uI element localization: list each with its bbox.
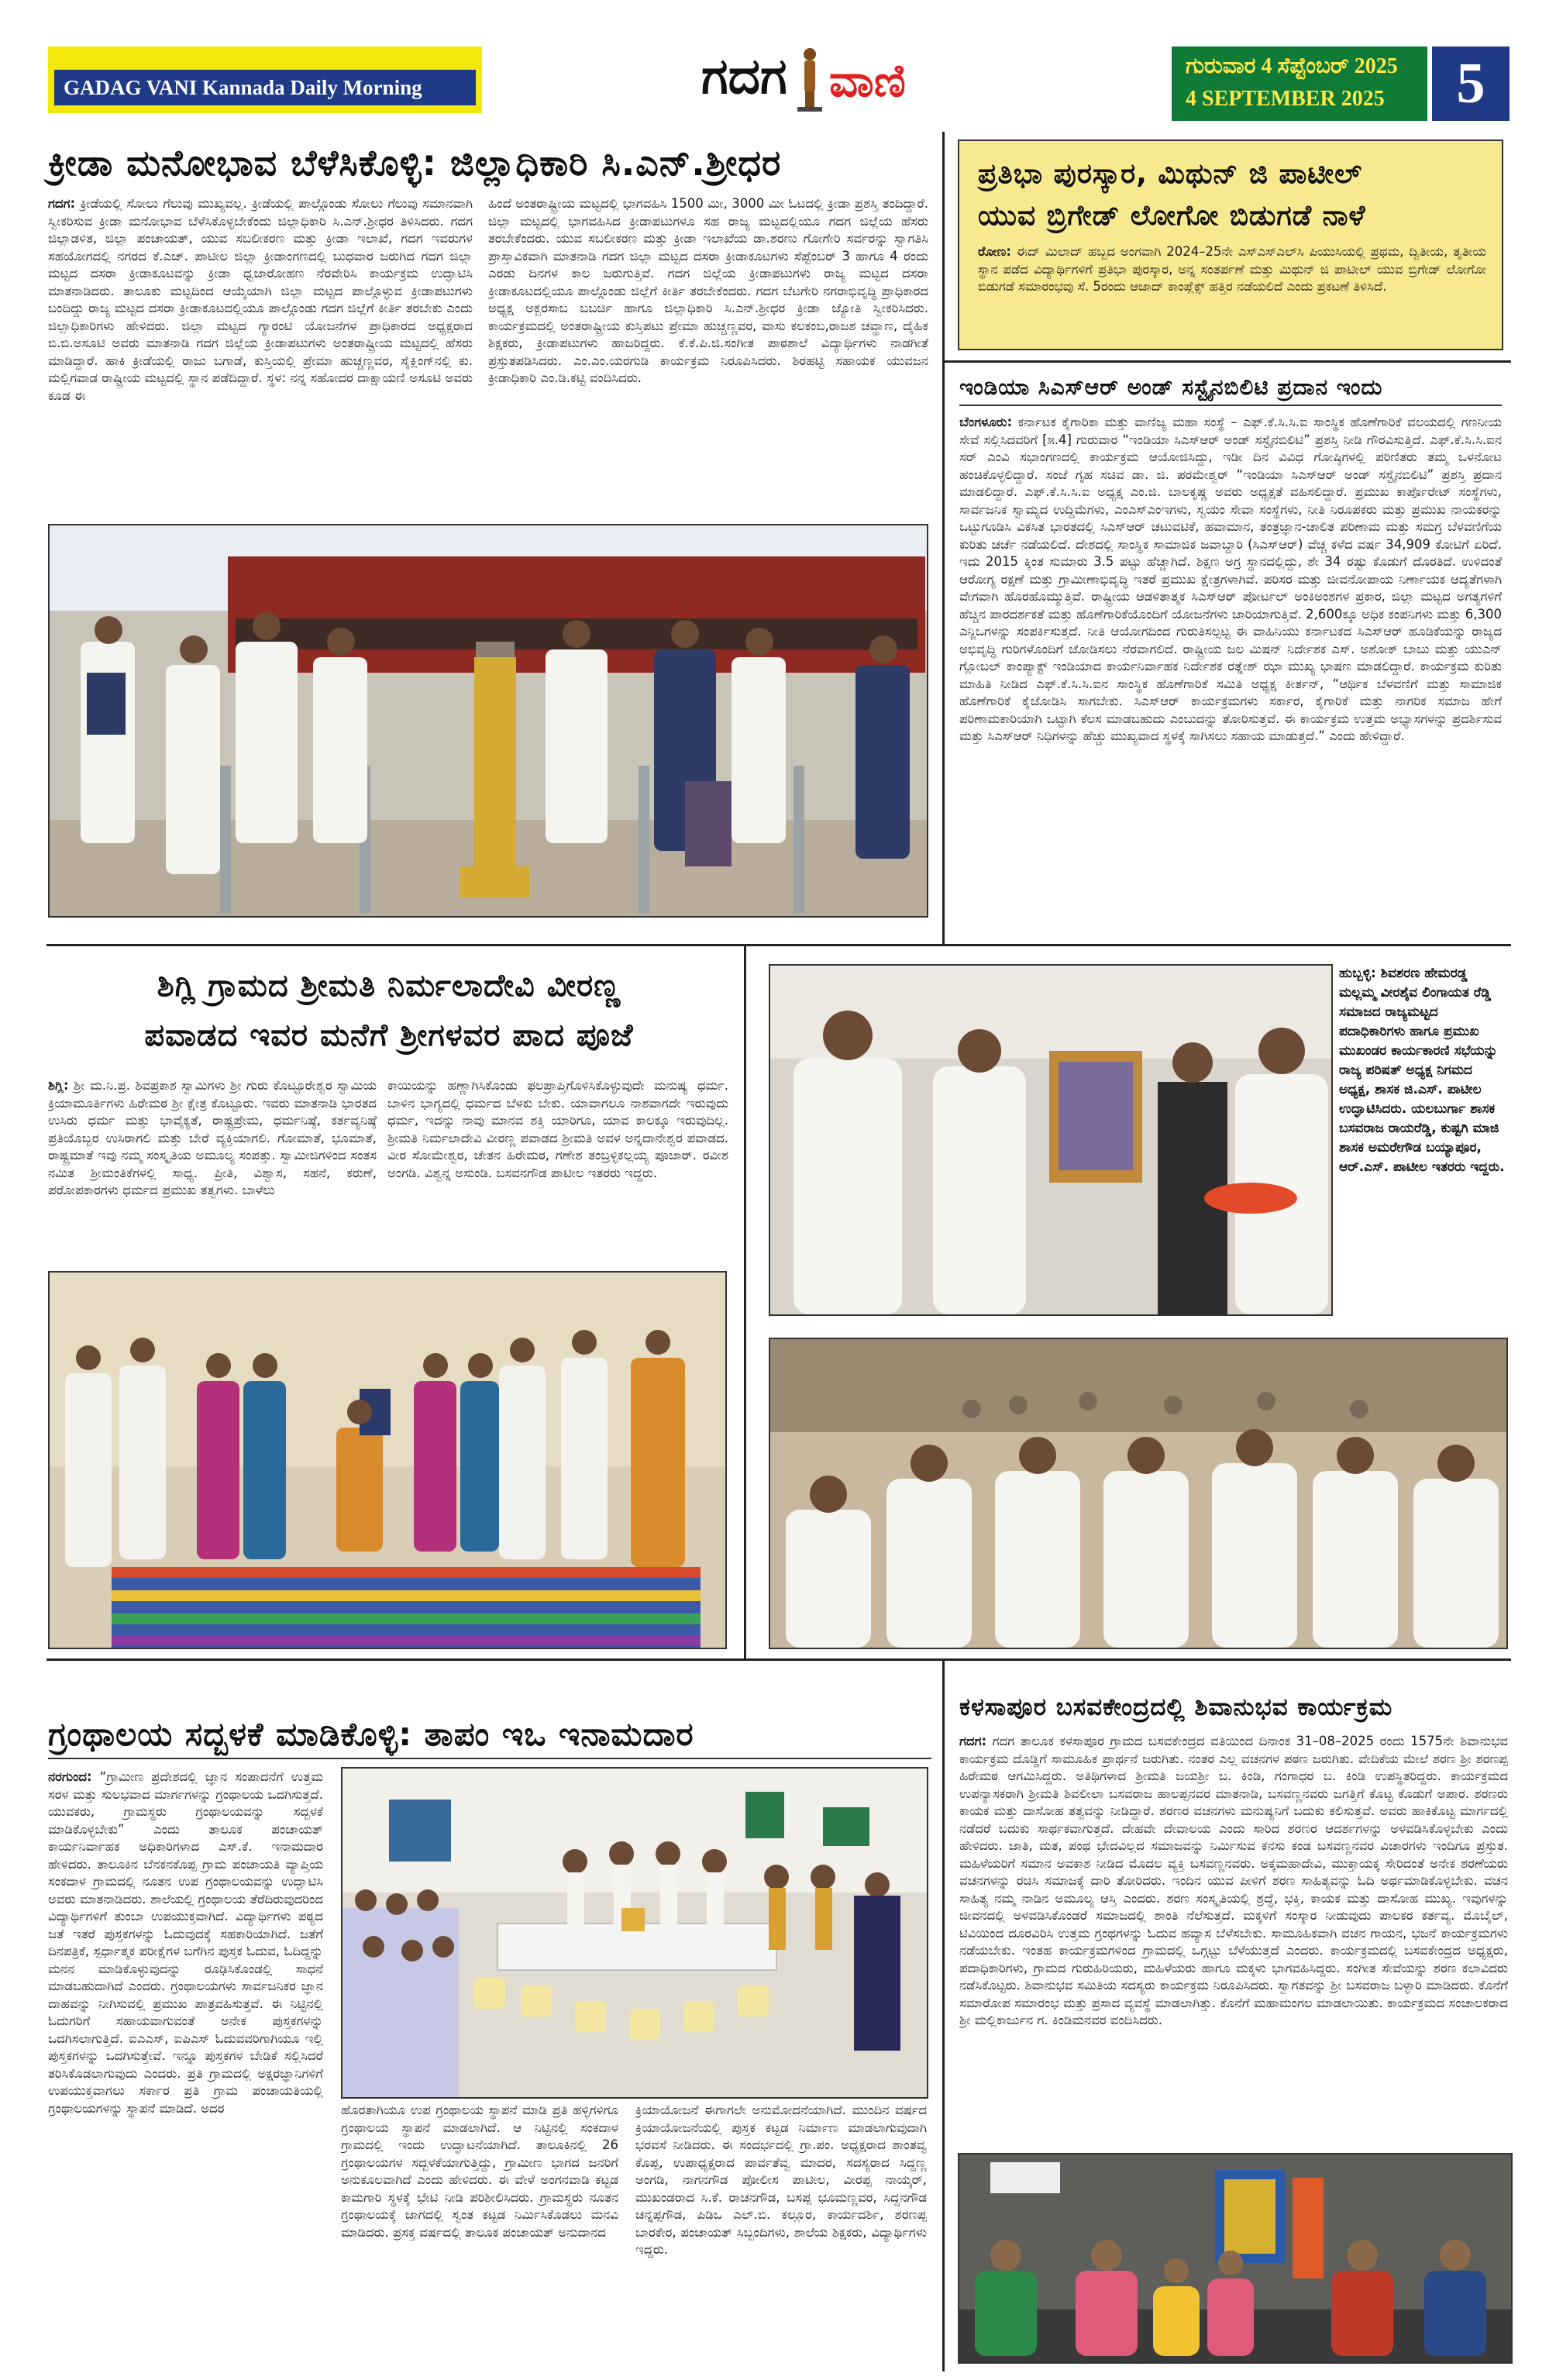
article6-col1-text: “ಗ್ರಾಮೀಣ ಪ್ರದೇಶದಲ್ಲಿ ಜ್ಞಾನ ಸಂಪಾದನೆಗೆ ಉತ್ತಮ ಸರಳ ಮತ್ತು ಸುಲಭವಾದ ಮಾರ್ಗಗಳನ್ನು ಗ್ರಂಥಾಲಯ ಒದಗಿಸುತ್ತದೆ. ಯುವಕರು, ಗ್ರಾಮಸ್ಥರು ಗ್ರಂಥಾಲಯವನ್ನು ಸದ್ಬಳಕೆ ಮಾಡಿಕೊಳ್ಳಬೇಕು” ಎಂದು ತಾಲೂಕ ಪಂಚಾಯತ್ ಕಾರ್ಯನಿರ್ವಾಹಕ ಅಧಿಕಾರಿಗಳಾದ ಎಸ್.ಕೆ. ಇನಾಮದಾರ ಹೇಳಿದರು. ತಾಲೂಕಿನ ಬೆನಕನಕೊಪ್ಪ ಗ್ರಾಮ ಪಂಚಾಯತಿ ವ್ಯಾಪ್ತಿಯ ಸಂಕದಾಳ ಗ್ರಾಮದಲ್ಲಿ ನೂತನ ಉಪ ಗ್ರಂಥಾಲಯವನ್ನು ಉದ್ಘಾಟಿಸಿ ಅವರು ಮಾತನಾಡಿದರು. ಶಾಲೆಯಲ್ಲಿ ಗ್ರಂಥಾಲಯ ತೆರೆದಿರುವುದರಿಂದ ವಿದ್ಯಾರ್ಥಿಗಳಿಗೆ ತುಂಬಾ ಉಪಯುಕ್ತವಾಗಿದೆ. ವಿದ್ಯಾರ್ಥಿಗಳು ಪಠ್ಯದ ಜತೆ ಇತರೆ ಪುಸ್ತಕಗಳನ್ನು ಓದುವುದಕ್ಕೆ ಸಹಕಾರಿಯಾಗಿದೆ. ಜತೆಗೆ ದಿನಪತ್ರಿಕೆ, ಸ್ಪರ್ಧಾತ್ಮಕ ಪರೀಕ್ಷೆಗಳ ಬಗೆಗಿನ ಪುಸ್ತಕ ಓದುವ, ಓದಿದ್ದನ್ನು ಮನನ ಮಾಡಿಕೊಳ್ಳುವುದನ್ನು ರೂಢಿಸಿಕೊಂಡಲ್ಲಿ ಸಾಧನೆ ಮಾಡಬಹುದಾಗಿದೆ ಎಂದರು. ಗ್ರಂಥಾಲಯಗಳು ಸಾರ್ವಜನಿಕರ ಜ್ಞಾನ ದಾಹವನ್ನು ನೀಗಿಸುವಲ್ಲಿ ಪ್ರಮುಖ ಪಾತ್ರವಹಿಸುತ್ತವೆ. ಈ ನಿಟ್ಟಿನಲ್ಲಿ ಓದುಗರಿಗೆ ಸಹಾಯವಾಗುವಂತೆ ಅನೇಕ ಪುಸ್ತಕಗಳನ್ನು ಒದಗಿಸಲಾಗುತ್ತಿದೆ. ಐಎಎಸ್, ಐಪಿಎಸ್ ಓದುವವರಿಗಾಗಿಯೂ ಇಲ್ಲಿ ಪುಸ್ತಕಗಳನ್ನು ಒದಗಿಸುತ್ತೇವೆ. ಇನ್ನೂ ಪುಸ್ತಕಗಳ ಬೇಡಿಕೆ ಸಲ್ಲಿಸಿದರೆ ತರಿಸಿಕೊಡಲಾಗುವುದು ಎಂದರು. ಪ್ರತಿ ಗ್ರಾಮದಲ್ಲಿ ಅಕ್ಷರಜ್ಞಾನಿಗಳಿಗೆ ಉಪಯುಕ್ತವಾಗಲು ಸರ್ಕಾರ ಪ್ರತಿ ಗ್ರಾಮ ಪಂಚಾಯತಿಯಲ್ಲಿ ಗ್ರಂಥಾಲಯಗಳನ್ನು ಸ್ಥಾಪನೆ ಮಾಡಿದೆ. ಅದರ: [48, 1769, 323, 2116]
article7-body: [959, 1733, 1508, 2151]
article4-dateline: ಶಿಗ್ಲಿ:: [48, 1078, 69, 1093]
article1-col1-text: ಕ್ರೀಡೆಯಲ್ಲಿ ಸೋಲು ಗೆಲುವು ಮುಖ್ಯವಲ್ಲ. ಕ್ರೀಡೆಯಲ್ಲಿ ಪಾಲ್ಗೊಂಡು ಸೋಲು ಗೆಲುವು ಸಮಾನವಾಗಿ ಸ್ವೀಕರಿಸುವ ಕ್ರೀಡಾ ಮನೋಭಾವ ಬೆಳೆಸಿಕೊಳ್ಳಬೇಕೆಂದು ಜಿಲ್ಲಾಧಿಕಾರಿ ಸಿ.ಎನ್.ಶ್ರೀಧರ ತಿಳಿಸಿದರು. ಗದಗ ಜಿಲ್ಲಾಡಳಿತ, ಜಿಲ್ಲಾ ಪಂಚಾಯತ್, ಯುವ ಸಬಲೀಕರಣ ಮತ್ತು ಕ್ರೀಡಾ ಇಲಾಖೆ, ಗದಗ ಇವರುಗಳ ಸಹಯೋಗದಲ್ಲಿ ನಗರದ ಕೆ.ಎಚ್. ಪಾಟೀಲ ಜಿಲ್ಲಾ ಕ್ರೀಡಾಂಗಣದಲ್ಲಿ ಬುಧವಾರ ಜರುಗಿದ ಗದಗ ಜಿಲ್ಲಾ ಮಟ್ಟದ ದಸರಾ ಕ್ರೀಡಾಕೂಟವನ್ನು ಕ್ರೀಡಾ ಧ್ವಜಾರೋಹಣ ನೆರವೇರಿಸಿ ಕಾರ್ಯಕ್ರಮ ಉದ್ಘಾಟಿಸಿ ಮಾತನಾಡಿದರು. ತಾಲೂಕು ಮಟ್ಟದಿಂದ ಆಯ್ಕೆಯಾಗಿ ಜಿಲ್ಲಾ ಮಟ್ಟದ ಪಾಲ್ಗೊಳ್ಳುವ ಕ್ರೀಡಾಪಟುಗಳು ಬಂದಿದ್ದು ರಾಜ್ಯ ಮಟ್ಟದ ದಸರಾ ಕ್ರೀಡಾಕೂಟದಲ್ಲಿಯೂ ಪಾಲ್ಗೊಂಡು ಗದಗ ಜಿಲ್ಲೆಗೆ ಕೀರ್ತಿ ತರಬೇಕು ಎಂದು ಜಿಲ್ಲಾಧಿಕಾರಿಗಳು ಹೇಳಿದರು. ಜಿಲ್ಲಾ ಮಟ್ಟದ ಗ್ಯಾರಂಟಿ ಯೋಜನೆಗಳ ಪ್ರಾಧಿಕಾರದ ಅಧ್ಯಕ್ಷರಾದ ಬಿ.ಬಿ.ಅಸೂಟಿ ಅವರು ಮಾತನಾಡಿ ಗದಗ ಜಿಲ್ಲೆಯ ಕ್ರೀಡಾಪಟುಗಳು ಅಂತರಾಷ್ಟ್ರೀಯ ಮಟ್ಟದಲ್ಲಿ ಹೆಸರು ಮಾಡಿದ್ದಾರೆ. ಹಾಕಿ ಕ್ರೀಡೆಯಲ್ಲಿ ರಾಜು ಬಗಾಡೆ, ಕುಸ್ತಿಯಲ್ಲಿ ಪ್ರೇಮಾ ಹುಚ್ಚಣ್ಣವರ, ಸೈಕ್ಲಿಂಗ್‌ನಲ್ಲಿ ಕು. ಮಲ್ಲಿಗವಾಡ ರಾಷ್ಟ್ರೀಯ ಮಟ್ಟದಲ್ಲಿ ಸ್ಥಾನ ಪಡೆದಿದ್ದಾರೆ. ಸ್ಥಳ: ನನ್ನ ಸಹೋದರ ದಾಕ್ಷಾಯಣಿ ಅಸೂಟಿ ಅವರು ಕೂಡ ಈ: [48, 196, 473, 403]
article4-col1-text: ಶ್ರೀ ಮ.ನಿ.ಪ್ರ. ಶಿವಪ್ರಕಾಶ ಸ್ವಾಮಿಗಳು ಶ್ರೀ ಗುರು ಕೊಟ್ಟೂರೇಶ್ವರ ಸ್ವಾಮಿಯ ಕ್ರಿಯಾಮೂರ್ತಿಗಳು ಹಿರೇಮಠ ಶ್ರೀ ಕ್ಷೇತ್ರ ಕೊಟ್ಟೂರು. ಇವರು ಮಾತನಾಡಿ ಭಾರತದ ಉಸಿರು ಧರ್ಮ ಮತ್ತು ಭಾವೈಕ್ಯತೆ, ರಾಷ್ಟ್ರಪ್ರೇಮ, ಧರ್ಮನಿಷ್ಠೆ, ಕರ್ತವ್ಯನಿಷ್ಠೆ ಪ್ರತಿಯೊಬ್ಬರ ಉಸಿರಾಗಲಿ ಮತ್ತು ಬೇರೆ ವ್ಯಕ್ತಿಯಾಗಲಿ. ಗೋಮಾತೆ, ಭೂಮಾತೆ, ರಾಷ್ಟ್ರಮಾತೆ ಇವು ನಮ್ಮ ಸಂಸ್ಕೃತಿಯ ಅಮೂಲ್ಯ ಸಂಪತ್ತು. ಸ್ವಾಮೀಜಿಗಳಿಂದ ಸಂತಸ ನಮಿತ ಶ್ರೀಮಂತಿಕೆಗಳಲ್ಲಿ ಸಾಧ್ಯ. ಪ್ರೀತಿ, ವಿಶ್ವಾಸ, ಸಹನೆ, ಕರುಣೆ, ಪರೋಪಕಾರಗಳು ಧರ್ಮದ ಪ್ರಮುಖ ತತ್ವಗಳು. ಬಾಳೆಲು: [48, 1078, 377, 1197]
article1-col2: ಹಿಂದೆ ಅಂತರಾಷ್ಟ್ರೀಯ ಮಟ್ಟದಲ್ಲಿ ಭಾಗವಹಿಸಿ 1500 ಮೀ, 3000 ಮೀ ಓಟದಲ್ಲಿ ಕ್ರೀಡಾ ಪ್ರಶಸ್ತಿ ತಂದಿದ್ದಾರೆ. ಜಿಲ್ಲಾ ಮಟ್ಟದಲ್ಲಿ ಭಾಗವಹಿಸಿದ ಕ್ರೀಡಾಪಟುಗಳೂ ಸಹ ರಾಜ್ಯ ಮಟ್ಟದಲ್ಲಿಯೂ ಗದಗ ಜಿಲ್ಲೆಯ ಹೆಸರು ತರಬೇಕೆಂದರು. ಯುವ ಸಬಲೀಕರಣ ಮತ್ತು ಕ್ರೀಡಾ ಇಲಾಖೆಯ ಡಾ.ಶರಣು ಗೋಗೇರಿ ಸರ್ವರನ್ನು ಸ್ವಾಗತಿಸಿ ಪ್ರಾಸ್ತಾವಿಕವಾಗಿ ಮಾತನಾಡಿ ಗದಗ ಜಿಲ್ಲಾ ಮಟ್ಟದ ದಸರಾ ಕ್ರೀಡಾಕೂಟಗಳು ಸೆಪ್ಟೆಂಬರ್ 3 ಹಾಗೂ 4 ರಂದು ಎರಡು ದಿನಗಳ ಕಾಲ ಜರುಗುತ್ತಿವೆ. ಗದಗ ಜಿಲ್ಲೆಯ ಕ್ರೀಡಾಪಟುಗಳು ರಾಜ್ಯ ಮಟ್ಟದ ದಸರಾ ಕ್ರೀಡಾಕೂಟದಲ್ಲಿಯೂ ಪಾಲ್ಗೊಂಡು ಜಿಲ್ಲೆಗೆ ಕೀರ್ತಿ ತರಬೇಕೆಂದರು. ಗದಗ ಬೆಟಗೇರಿ ನಗರಾಭಿವೃದ್ಧಿ ಪ್ರಾಧಿಕಾರದ ಅಧ್ಯಕ್ಷ ಅಕ್ಬರಸಾಬ ಬಬರ್ಚಿ ಹಾಗೂ ಜಿಲ್ಲಾಧಿಕಾರಿ ಸಿ.ಎನ್.ಶ್ರೀಧರ ಕ್ರೀಡಾ ಜ್ಯೋತಿ ಸ್ವೀಕರಿಸಿದರು. ಕಾರ್ಯಕ್ರಮದಲ್ಲಿ ಅಂತರಾಷ್ಟ್ರೀಯ ಕುಸ್ತಿಪಟು ಪ್ರೇಮಾ ಹುಚ್ಚಣ್ಣವರ, ವಾಸು ಕಲಕಂಬ,ರಾಜಶ ಚವ್ಹಾಣ, ದೈಹಿಕ ಶಿಕ್ಷಕರು, ಕ್ರೀಡಾಪಟುಗಳು ಹಾಜರಿದ್ದರು. ಕೆ.ಕೆ.ಪಿ.ಜಿ.ಸಂಗೀತ ಪಾಠಶಾಲೆ ವಿದ್ಯಾರ್ಥಿಗಳು ನಾಡಗೀತೆ ಪ್ರಸ್ತುತಪಡಿಸಿದರು. ಎಂ.ಎಂ.ಯರಗುಡಿ ಕಾರ್ಯಕ್ರಮ ನಿರೂಪಿಸಿದರು. ಶಿರಹಟ್ಟಿ ಸಹಾಯಕ ಯುವಜನ ಕ್ರೀಡಾಧಿಕಾರಿ ಎಂ.ಡಿ.ಕಟ್ಟಿ ವಂದಿಸಿದರು.: [488, 196, 928, 385]
article1-dateline: ಗದಗ:: [48, 196, 76, 211]
article3-body: [959, 414, 1502, 936]
section-divider: [46, 944, 1511, 946]
date-english: 4 SEPTEMBER 2025: [1186, 87, 1385, 111]
article2-body: [978, 243, 1486, 341]
reddy-samaja-meeting-photo: [770, 966, 1331, 1314]
column-divider: [744, 945, 746, 1658]
article2-headline-line2: ಯುವ ಬ್ರಿಗೇಡ್ ಲೋಗೋ ಬಿಡುಗಡೆ ನಾಳೆ: [978, 200, 1366, 232]
article2-dateline: ರೋಣ:: [978, 244, 1011, 259]
article6-photo: [341, 1767, 928, 2099]
date-box: [1172, 46, 1427, 121]
article2-headline-line1: ಪ್ರತಿಭಾ ಪುರಸ್ಕಾರ, ಮಿಥುನ್ ಜಿ ಪಾಟೀಲ್: [978, 158, 1363, 190]
article4-headline-line1: ಶಿಗ್ಲಿ ಗ್ರಾಮದ ಶ್ರೀಮತಿ ನಿರ್ಮಲಾದೇವಿ ವೀರಣ್ಣ: [157, 968, 621, 1004]
article2-text: ಈದ್ ಮಿಲಾದ್ ಹಬ್ಬದ ಅಂಗವಾಗಿ 2024–25ನೇ ಎಸ್ಎಸ್ಎಲ್‌ಸಿ ಪಿಯುಸಿಯಲ್ಲಿ ಪ್ರಥಮ, ದ್ವಿತೀಯ, ತೃತೀಯ ಸ್ಥಾನ ಪಡೆದ ವಿದ್ಯಾರ್ಥಿಗಳಿಗೆ ಪ್ರತಿಭಾ ಪುರಸ್ಕಾರ, ಅನ್ನ ಸಂತರ್ಪಣೆ ಮತ್ತು ಮಿಥುನ್ ಜಿ ಪಾಟೀಲ್ ಯುವ ಬ್ರಿಗೇಡ್ ಲೋಗೋ ಬಿಡುಗಡೆ ಸಮಾರಂಭವು ಸೆ. 5ರಂದು ಆಜಾದ್ ಕಾಂಪ್ಲೆಕ್ಸ್ ಹತ್ತಿರ ನಡೆಯಲಿದೆ ಎಂದು ಪ್ರಕಟಣೆ ತಿಳಿಸಿದೆ.: [978, 244, 1486, 294]
logo-statue-icon: [794, 43, 825, 113]
article3-text: ಕರ್ನಾಟಕ ಕೈಗಾರಿಕಾ ಮತ್ತು ವಾಣಿಜ್ಯ ಮಹಾ ಸಂಸ್ಥೆ – ಎಫ್.ಕೆ.ಸಿ.ಸಿ.ಐ ಸಾಂಸ್ಥಿಕ ಹೊಣೆಗಾರಿಕೆ ವಲಯದಲ್ಲಿ ಗಣನೀಯ ಸೇವೆ ಸಲ್ಲಿಸಿದವರಿಗೆ [೫.4] ಗುರುವಾರ “ಇಂಡಿಯಾ ಸಿಎಸ್ಆರ್ ಅಂಡ್ ಸಸ್ಟೈನಬಿಲಿಟಿ” ಪ್ರಶಸ್ತಿ ನೀಡಿ ಗೌರವಿಸುತ್ತಿದೆ. ಎಫ್.ಕೆ.ಸಿ.ಸಿ.ಐನ ಸರ್ ಎಂವಿ ಸಭಾಂಗಣದಲ್ಲಿ ಕಾರ್ಯಕ್ರಮ ಆಯೋಜಿಸಿದ್ದು, ಇಡೀ ದಿನ ವಿವಿಧ ಗೋಷ್ಠಿಗಳಲ್ಲಿ ಪರಿಣಿತರು ತಮ್ಮ ಒಳನೋಟ ಹಂಚಿಕೊಳ್ಳಲಿದ್ದಾರೆ. ಸಂಜೆ ಗೃಹ ಸಚಿವ ಡಾ. ಜಿ. ಪರಮೇಶ್ವರ್ “ಇಂಡಿಯಾ ಸಿಎಸ್ಆರ್ ಅಂಡ್ ಸಸ್ಟೈನಬಿಲಿಟಿ” ಪ್ರಶಸ್ತಿ ಪ್ರದಾನ ಮಾಡಲಿದ್ದಾರೆ. ಎಫ್.ಕೆ.ಸಿ.ಸಿ.ಐ ಅಧ್ಯಕ್ಷ ಎಂ.ಜಿ. ಬಾಲಕೃಷ್ಣ ಅವರು ಅಧ್ಯಕ್ಷತೆ ವಹಿಸಲಿದ್ದಾರೆ. ಪ್ರಮುಖ ಕಾರ್ಪೊರೇಟ್ ಸಂಸ್ಥೆಗಳು, ಸಾರ್ವಜನಿಕ ಸ್ವಾಮ್ಯದ ಉದ್ದಿಮೆಗಳು, ಎಂಎಸ್ಎಂಇಗಳು, ಸ್ವಯಂ ಸೇವಾ ಸಂಸ್ಥೆಗಳು, ನೀತಿ ನಿರೂಪಕರು ಮತ್ತು ಪ್ರಮುಖ ನಾಯಕರನ್ನು ಒಟ್ಟುಗೂಡಿಸಿ ವಿಕಸಿತ ಭಾರತದಲ್ಲಿ ಸಿಎಸ್ಆರ್ ಚಟುವಟಿಕೆ, ಹವಾಮಾನ, ತಂತ್ರಜ್ಞಾನ-ಚಾಲಿತ ಪರಿಣಾಮ ಮತ್ತು ಸಮಗ್ರ ಬೆಳವಣಿಗೆಯ ಕುರಿತು ಚರ್ಚೆ ನಡೆಯಲಿದೆ. ದೇಶದಲ್ಲಿ ಸಾಂಸ್ಥಿಕ ಸಾಮಾಜಿಕ ಜವಾಬ್ದಾರಿ (ಸಿಎಸ್ಆರ್) ವೆಚ್ಚ ಕಳೆದ ವರ್ಷ 34,909 ಕೋಟಿಗೆ ಏರಿದೆ. ಇದು 2015 ಕ್ಕಿಂತ ಸುಮಾರು 3.5 ಪಟ್ಟು ಹೆಚ್ಚಾಗಿದೆ. ಶಿಕ್ಷಣ ಅಗ್ರ ಸ್ಥಾನದಲ್ಲಿದ್ದು, ಶೇ 34 ರಷ್ಟು ಕೊಡುಗೆ ದೊರತಿದೆ. ಉಳಿದಂತೆ ಆರೋಗ್ಯ ರಕ್ಷಣೆ ಮತ್ತು ಗ್ರಾಮೀಣಾಭಿವೃದ್ಧಿ ಇತರೆ ಪ್ರಮುಖ ಕ್ಷೇತ್ರಗಳಾಗಿವೆ. ಪರಿಸರ ಮತ್ತು ಜೀವನೋಪಾಯ ನಿರ್ಣಾಯಕ ಆದ್ಯತೆಗಳಾಗಿ ವೇಗವಾಗಿ ಹೊರಹೊಮ್ಮುತ್ತಿವೆ. ರಾಷ್ಟ್ರೀಯ ಆಡಳಿತಾತ್ಮಕ ಸಿಎಸ್ಆರ್ ಪೋರ್ಟಲ್ ಅಂಕಿಅಂಶಗಳ ಪ್ರಕಾರ, ಜಿಲ್ಲಾ ಮಟ್ಟದ ಅಗತ್ಯಗಳಿಗೆ ಹೆಚ್ಚಿನ ಪಾರದರ್ಶಕತೆ ಮತ್ತು ಹೊಣೆಗಾರಿಕೆಯೊಂದಿಗೆ ಯೋಜನೆಗಳು ಜಾರಿಯಾಗುತ್ತಿವೆ. 2,600ಕ್ಕೂ ಅಧಿಕ ಕಂಪನಿಗಳು ಮತ್ತು 6,300 ಎನ್ಜಿಒಗಳನ್ನು ಸಂಪರ್ಕಿಸುತ್ತದೆ. ನೀತಿ ಆಯೋಗದಿಂದ ಗುರುತಿಸಲ್ಪಟ್ಟ ಈ ವಾಹಿನಿಯು ಕರ್ನಾಟಕದ ಸಿಎಸ್ಆರ್ ಹೂಡಿಕೆಯನ್ನು ರಾಜ್ಯದ ಅಭಿವೃದ್ಧಿ ಗುರಿಗಳೊಂದಿಗೆ ಜೋಡಿಸಲು ನೆರವಾಗಲಿದೆ. ರಾಷ್ಟ್ರೀಯ ಜಲ ಮಿಷನ್ ನಿರ್ದೇಶಕ ಎಸ್. ಅಶೋಕ್ ಬಾಬು ಮತ್ತು ಯುಎನ್ ಗ್ಲೋಬಲ್ ಕಾಂಪ್ಯಾಕ್ಟ್ ಇಂಡಿಯಾದ ಕಾರ್ಯನಿರ್ವಾಹಕ ನಿರ್ದೇಶಕ ರತ್ನೇಶ್ ಝಾ ಮುಖ್ಯ ಭಾಷಣ ಮಾಡಲಿದ್ದಾರೆ. ಕಾರ್ಯಕ್ರಮ ಕುರಿತು ಮಾಹಿತಿ ನೀಡಿದ ಎಫ್.ಕೆ.ಸಿ.ಸಿ.ಐನ ಸಾಂಸ್ಥಿಕ ಹೊಣೆಗಾರಿಕೆ ಸಮಿತಿ ಅಧ್ಯಕ್ಷ ಕೀರ್ತನ್, “ಆರ್ಥಿಕ ಬೆಳವಣಿಗೆ ಮತ್ತು ಸಾಮಾಜಿಕ ಹೊಣೆಗಾರಿಕೆ ಕೈಜೋಡಿಸಿ ಸಾಗಬೇಕು. ಸಿಎಸ್ಆರ್ ಕಾರ್ಯಕ್ರಮಗಳು ಸರ್ಕಾರ, ಕೈಗಾರಿಕೆ ಮತ್ತು ನಾಗರಿಕ ಸಮಾಜ ಹೇಗೆ ಪರಿಣಾಮಕಾರಿಯಾಗಿ ಒಟ್ಟಾಗಿ ಕೆಲಸ ಮಾಡಬಹುದು ಎಂಬುದನ್ನು ತೋರಿಸುತ್ತವೆ. ಈ ಕಾರ್ಯಕ್ರಮ ಉತ್ತಮ ಅಭ್ಯಾಸಗಳನ್ನು ಪ್ರದರ್ಶಿಸುವ ಮತ್ತು ಸಿಎಸ್ಆರ್ ನಿಧಿಗಳನ್ನು ಹೆಚ್ಚು ಮುಖ್ಯವಾದ ಸ್ಥಳಕ್ಕೆ ಸಾಗಿಸಲು ಸಹಾಯ ಮಾಡುತ್ತದೆ.” ಎಂದು ಹೇಳಿದ್ದಾರೆ.: [959, 415, 1502, 743]
newspaper-logo: [701, 43, 949, 118]
pada-pooja-photo: [50, 1273, 725, 1648]
article4-col1: [48, 1077, 377, 1271]
shivanubhava-stage-photo: [959, 2154, 1511, 2362]
article1-headline: ಕ್ರೀಡಾ ಮನೋಭಾವ ಬೆಳೆಸಿಕೊಳ್ಳಿ: ಜಿಲ್ಲಾಧಿಕಾರಿ ಸಿ.ಎನ್.ಶ್ರೀಧರ: [48, 142, 782, 184]
sports-inauguration-photo: [50, 525, 927, 916]
article6-dateline: ನರಗುಂದ:: [48, 1769, 92, 1784]
article5-photo-bottom: [769, 1338, 1508, 1649]
section-divider: [46, 1658, 1511, 1661]
article5-photo-top: [769, 964, 1333, 1316]
article2-box: [958, 139, 1503, 350]
article3-headline: ಇಂಡಿಯಾ ಸಿಎಸ್ಆರ್ ಅಂಡ್ ಸಸ್ಟೈನಬಿಲಿಟಿ ಪ್ರದಾನ ಇಂದು: [959, 370, 1502, 406]
article6-col2: ಹೊರತಾಗಿಯೂ ಉಪ ಗ್ರಂಥಾಲಯ ಸ್ಥಾಪನೆ ಮಾಡಿ ಪ್ರತಿ ಹಳ್ಳಿಗಳಿಗೂ ಗ್ರಂಥಾಲಯ ಸ್ಥಾಪನೆ ಮಾಡಲಾಗಿದೆ. ಆ ನಿಟ್ಟಿನಲ್ಲಿ ಸಂಕದಾಳ ಗ್ರಾಮದಲ್ಲಿ ಇಂದು ಉದ್ಘಾಟನೆಯಾಗಿದೆ. ತಾಲೂಕಿನಲ್ಲಿ 26 ಗ್ರಂಥಾಲಯಗಳ ಸದ್ಬಳಕೆಯಾಗುತ್ತಿದ್ದು, ಗ್ರಾಮೀಣ ಭಾಗದ ಜನರಿಗೆ ಅನುಕೂಲವಾಗಿದೆ ಎಂದು ಹೇಳಿದರು. ಈ ವೇಳೆ ಅಂಗನವಾಡಿ ಕಟ್ಟಡ ಕಾಮಗಾರಿ ಸ್ಥಳಕ್ಕೆ ಭೇಟಿ ನೀಡಿ ಪರಿಶೀಲಿಸಿದರು. ಗ್ರಾಮಸ್ಥರು ನೂತನ ಗ್ರಂಥಾಲಯಕ್ಕೆ ಜಾಗದಲ್ಲಿ ಸ್ವಂತ ಕಟ್ಟಡ ನಿರ್ಮಿಸಿಕೊಡಲು ಮನವಿ ಮಾಡಿದರು. ಪ್ರಸಕ್ತ ವರ್ಷದಲ್ಲಿ ತಾಲೂಕ ಪಂಚಾಯತ್ ಅನುದಾನದ: [341, 2103, 618, 2240]
page-number: 5: [1432, 46, 1510, 121]
column-divider: [942, 1658, 945, 2371]
article1-photo: [48, 524, 928, 918]
meeting-audience-photo: [770, 1339, 1506, 1648]
article7-headline: ಕಳಸಾಪೂರ ಬಸವಕೇಂದ್ರದಲ್ಲಿ ಶಿವಾನುಭವ ಕಾರ್ಯಕ್ರಮ: [959, 1693, 1393, 1721]
masthead-left-panel: [48, 46, 482, 113]
article6-col1: [48, 1769, 323, 2369]
paper-name: GADAG VANI Kannada Daily Morning: [54, 70, 476, 105]
article7-photo: [958, 2153, 1513, 2364]
article7-text: ಗದಗ ತಾಲೂಕ ಕಳಸಾಪೂರ ಗ್ರಾಮದ ಬಸವಕೇಂದ್ರದ ವತಿಯಿಂದ ದಿನಾಂಕ 31–08–2025 ರಂದು 1575ನೇ ಶಿವಾನುಭವ ಕಾರ್ಯಕ್ರಮ ದೊಡ್ಡಿಗೆ ಸಾಮೂಹಿಕ ಪ್ರಾರ್ಥನೆ ಜರುಗಿತು. ನಂತರ ಎಲ್ಲ ವಚನಗಳ ಪಠಣ ಜರುಗಿತು. ವೇದಿಕೆಯ ಮೇಲೆ ಶರಣ ಶ್ರೀ ಶರಣಪ್ಪ ಹಿರೇಮಠ ಆಗಮಿಸಿದ್ದರು. ಅತಿಥಿಗಳಾದ ಶ್ರೀಮತಿ ಜಯಶ್ರೀ ಬ. ಕಿಂಡಿ, ಗಂಗಾಧರ ಬ. ಕಿಂಡಿ ಉಪಸ್ಥಿತರಿದ್ದರು. ಕಾರ್ಯಕ್ರಮದ ಉಪನ್ಯಾಸಕರಾಗಿ ಶ್ರೀಮತಿ ಶಿವಲೀಲಾ ಬಸವರಾಜ ಹಾಲಪ್ಪನವರ ಮಾತನಾಡಿ, ಬಸವಣ್ಣನವರು ಜಗತ್ತಿಗೆ ಕೊಟ್ಟ ಕೊಡುಗೆ ಅಪಾರ. ಶರಣರು ಕಾಯಕ ಮತ್ತು ದಾಸೋಹ ತತ್ವವನ್ನು ನೀಡಿದ್ದಾರೆ. ಶರಣರ ವಚನಗಳು ಮನುಷ್ಯನಿಗೆ ಬದುಕು ಕಲಿಸುತ್ತವೆ. ಅವರು ಹಾಕಿಕೊಟ್ಟ ಮಾರ್ಗದಲ್ಲಿ ನಡೆದರೆ ಬದುಕು ಸಾರ್ಥಕವಾಗುತ್ತದೆ. ದೇಹವೇ ದೇವಾಲಯ ಎಂದು ಸಾರಿದ ಶರಣರ ಆದರ್ಶಗಳನ್ನು ಅಳವಡಿಸಿಕೊಳ್ಳಬೇಕು ಎಂದು ಹೇಳಿದರು. ಜಾತಿ, ಮತ, ಪಂಥ ಭೇದವಿಲ್ಲದ ಸಮಾಜವನ್ನು ನಿರ್ಮಿಸುವ ಕನಸು ಕಂಡ ಬಸವಣ್ಣನವರ ವಿಚಾರಗಳು ಇಂದಿಗೂ ಪ್ರಸ್ತುತ. ಮಹಿಳೆಯರಿಗೆ ಸಮಾನ ಅವಕಾಶ ನೀಡಿದ ಮೊದಲ ವ್ಯಕ್ತಿ ಬಸವಣ್ಣನವರು. ಅಕ್ಕಮಹಾದೇವಿ, ಮುಕ್ತಾಯಕ್ಕ ಸೇರಿದಂತೆ ಅನೇಕ ಶರಣೆಯರು ವಚನಗಳನ್ನು ರಚಿಸಿ ಸಮಾಜಕ್ಕೆ ದಾರಿ ತೋರಿದರು. ಇಂದಿನ ಯುವ ಪೀಳಿಗೆ ಶರಣ ಸಾಹಿತ್ಯವನ್ನು ಓದಿ ಅರ್ಥಮಾಡಿಕೊಳ್ಳಬೇಕು. ವಚನ ಸಾಹಿತ್ಯ ನಮ್ಮ ನಾಡಿನ ಅಮೂಲ್ಯ ಆಸ್ತಿ ಎಂದರು. ಶರಣ ಸಂಸ್ಕೃತಿಯಲ್ಲಿ ಶ್ರದ್ಧೆ, ಭಕ್ತಿ, ಕಾಯಕ ಮತ್ತು ದಾಸೋಹ ಮುಖ್ಯ. ಇವುಗಳನ್ನು ಜೀವನದಲ್ಲಿ ಅಳವಡಿಸಿಕೊಂಡರೆ ಸಮಾಜದಲ್ಲಿ ಶಾಂತಿ ನೆಲೆಸುತ್ತದೆ. ಮಕ್ಕಳಿಗೆ ಸಂಸ್ಕಾರ ನೀಡುವುದು ಪಾಲಕರ ಕರ್ತವ್ಯ. ಮೊಬೈಲ್, ಟಿವಿಯಿಂದ ದೂರವಿರಿಸಿ ಉತ್ತಮ ಗ್ರಂಥಗಳನ್ನು ಓದುವ ಹವ್ಯಾಸ ಬೆಳೆಸಬೇಕು. ಸಾಮೂಹಿಕವಾಗಿ ವಚನ ಗಾಯನ, ಭಜನೆ ಕಾರ್ಯಕ್ರಮಗಳು ನಡೆಯಬೇಕು. ಇಂತಹ ಕಾರ್ಯಕ್ರಮಗಳಿಂದ ಗ್ರಾಮದಲ್ಲಿ ಒಗ್ಗಟ್ಟು ಬೆಳೆಯುತ್ತದೆ ಎಂದರು. ಕಾರ್ಯಕ್ರಮದಲ್ಲಿ ಬಸವಕೇಂದ್ರದ ಅಧ್ಯಕ್ಷರು, ಪದಾಧಿಕಾರಿಗಳು, ಗ್ರಾಮದ ಗುರುಹಿರಿಯರು, ಮಹಿಳೆಯರು ಹಾಗೂ ಮಕ್ಕಳು ಭಾಗವಹಿಸಿದ್ದರು. ಸಂಗೀತ ಸೇವೆಯನ್ನು ಶರಣ ಕಲಾವಿದರು ನಡೆಸಿಕೊಟ್ಟರು. ಶಿವಾನುಭವ ಸಮಿತಿಯ ಸದಸ್ಯರು ಕಾರ್ಯಕ್ರಮ ನಿರೂಪಿಸಿದರು. ಸ್ವಾಗತವನ್ನು ಶ್ರೀ ಬಸವರಾಜ ಬಳ್ಳಾರಿ ಮಾಡಿದರು. ಕೊನೆಗೆ ಸಮಾರೋಪ ಸಮಾರಂಭ ಮತ್ತು ಪ್ರಸಾದ ವ್ಯವಸ್ಥೆ ಮಾಡಲಾಗಿತ್ತು. ಕೊನೆಗೆ ಮಹಾಮಂಗಲ ಮಾಡಲಾಯಿತು. ಕಾರ್ಯಕ್ರಮದ ಸಂಚಾಲಕರಾದ ಶ್ರೀ ಮಲ್ಲಿಕಾರ್ಜುನ ಗ. ಕಿಂಡಿಮನವರ ವಂದಿಸಿದರು.: [959, 1734, 1508, 2027]
column-divider: [942, 132, 945, 945]
library-inauguration-photo: [343, 1769, 927, 2097]
article4-photo: [48, 1271, 727, 1649]
article6-col3: ಕ್ರಿಯಾಯೋಜನೆ ಈಗಾಗಲೇ ಅನುಮೋದನೆಯಾಗಿದೆ. ಮುಂದಿನ ವರ್ಷದ ಕ್ರಿಯಾಯೋಜನೆಯಲ್ಲಿ ಪುಸ್ತಕ ಕಟ್ಟಡ ನಿರ್ಮಾಣ ಮಾಡಲಾಗುವುದಾಗಿ ಭರವಸೆ ನೀಡಿದರು. ಈ ಸಂದರ್ಭದಲ್ಲಿ ಗ್ರಾ.ಪಂ. ಅಧ್ಯಕ್ಷರಾದ ಶಾಂತವ್ವ ಕೊಪ್ಪ, ಉಪಾಧ್ಯಕ್ಷರಾದ ಪಾರ್ವತೆವ್ವ ಮಾದರ, ಸದಸ್ಯರಾದ ಸಿದ್ದಣ್ಣ ಅಂಗಡಿ, ನಾಗನಗೌಡ ಪೋಲೀಸ ಪಾಟೀಲ, ವೀರಪ್ಪ ನಾಯ್ಕರ್, ಮುಖಂಡರಾದ ಸಿ.ಕೆ. ರಾಚನಗೌಡ, ಬಸಪ್ಪ ಭೂಮಣ್ಣವರ, ಸಿದ್ದನಗೌಡ ಚನ್ನಪ್ಪಗೌಡ, ಪಿಡಿಒ ಎಲ್.ಬಿ. ಕಲ್ಲೂರ, ಕಾರ್ಯದರ್ಶಿ, ಶರಣಪ್ಪ ಬಾರಕೇರ, ಪಂಚಾಯತ್ ಸಿಬ್ಬಂದಿಗಳು, ಶಾಲೆಯ ಶಿಕ್ಷಕರು, ವಿದ್ಯಾರ್ಥಿಗಳು ಇದ್ದರು.: [635, 2103, 927, 2257]
article7-dateline: ಗದಗ:: [959, 1734, 987, 1748]
date-kannada: ಗುರುವಾರ 4 ಸೆಪ್ಟೆಂಬರ್ 2025: [1186, 54, 1398, 78]
article1-col1: [48, 195, 473, 515]
article4-headline-line2: ಪವಾಡದ ಇವರ ಮನೆಗೆ ಶ್ರೀಗಳವರ ಪಾದ ಪೂಜೆ: [144, 1018, 634, 1053]
logo-text-vani: ವಾಣಿ: [829, 54, 906, 107]
article3-dateline: ಬೆಂಗಳೂರು:: [959, 415, 1013, 429]
logo-text-gadaga: ಗದಗ: [701, 48, 787, 105]
article6-headline: ಗ್ರಂಥಾಲಯ ಸದ್ಬಳಕೆ ಮಾಡಿಕೊಳ್ಳಿ: ತಾಪಂ ಇಒ ಇನಾಮದಾರ: [48, 1711, 931, 1759]
article5-caption: ಹುಬ್ಬಳ್ಳಿ: ಶಿವಶರಣ ಹೇಮರಡ್ಡ ಮಲ್ಲಮ್ಮ ವೀರಶೈವ ಲಿಂಗಾಯತ ರೆಡ್ಡಿ ಸಮಾಜದ ರಾಜ್ಯಮಟ್ಟದ ಪದಾಧಿಕಾರಿಗಳು ಹಾಗೂ ಪ್ರಮುಖ ಮುಖಂಡರ ಕಾರ್ಯಕಾರಣಿ ಸಭೆಯನ್ನು ರಾಜ್ಯ ಪರಿಷತ್ ಅಧ್ಯಕ್ಷ ನಿಗಮದ ಅಧ್ಯಕ್ಷ, ಶಾಸಕ ಜಿ.ಎಸ್. ಪಾಟೀಲ ಉದ್ಘಾಟಿಸಿದರು. ಯಲಬುರ್ಗಾ ಶಾಸಕ ಬಸವರಾಜ ರಾಯರೆಡ್ಡಿ, ಕುಷ್ಟಗಿ ಮಾಜಿ ಶಾಸಕ ಅಮರೇಗೌಡ ಬಯ್ಯಾಪೂರ, ಆರ್.ಎಸ್. ಪಾಟೀಲ ಇತರರು ಇದ್ದರು.: [1339, 966, 1505, 1175]
section-divider: [944, 360, 1511, 363]
article4-col2: ಕಾಯಿಯನ್ನು ಹಣ್ಣಾಗಿಸಿಕೊಂಡು ಫಲಪ್ರಾಪ್ತಿಗೊಳಿಸಿಕೊಳ್ಳುವುದೇ ಮನುಷ್ಯ ಧರ್ಮ. ಬಾಳಿನ ಭಾಗ್ಯದಲ್ಲಿ ಧರ್ಮದ ಬೆಳಕು ಬೇಕು. ಯಾವಾಗಲೂ ನಾಶವಾಗದೇ ಇರುವುದು ಧರ್ಮ, ಇದನ್ನು ನಾವು ಮಾನವ ಶಕ್ತಿ ಯಾರಿಗೂ, ಯಾವ ಕಾಲಕ್ಕೂ ಇರುವುದಿಲ್ಲ. ಶ್ರೀಮತಿ ನಿರ್ಮಲಾದೇವಿ ವೀರಣ್ಣ ಪವಾಡದ ಶ್ರೀಮತಿ ಅವಳ ಅನ್ನದಾನೇಶ್ವರ ಪವಾಡದ. ವೀರ ಸೋಮೇಶ್ವರ, ಚೇತನ ಹಿರೇಮಠ, ಗಣೇಶ ತಂಬ್ರಳ್ಳಿಕಲ್ಲಯ್ಯ ಪೂಜಾರ್. ರವೀಶ ಅಂಗಡಿ. ವಿಶ್ವನ್ನ ಅಸುಂಡಿ. ಬಸವನಗೌಡ ಪಾಟೀಲ ಇತರರು ಇದ್ದರು.: [387, 1078, 728, 1180]
